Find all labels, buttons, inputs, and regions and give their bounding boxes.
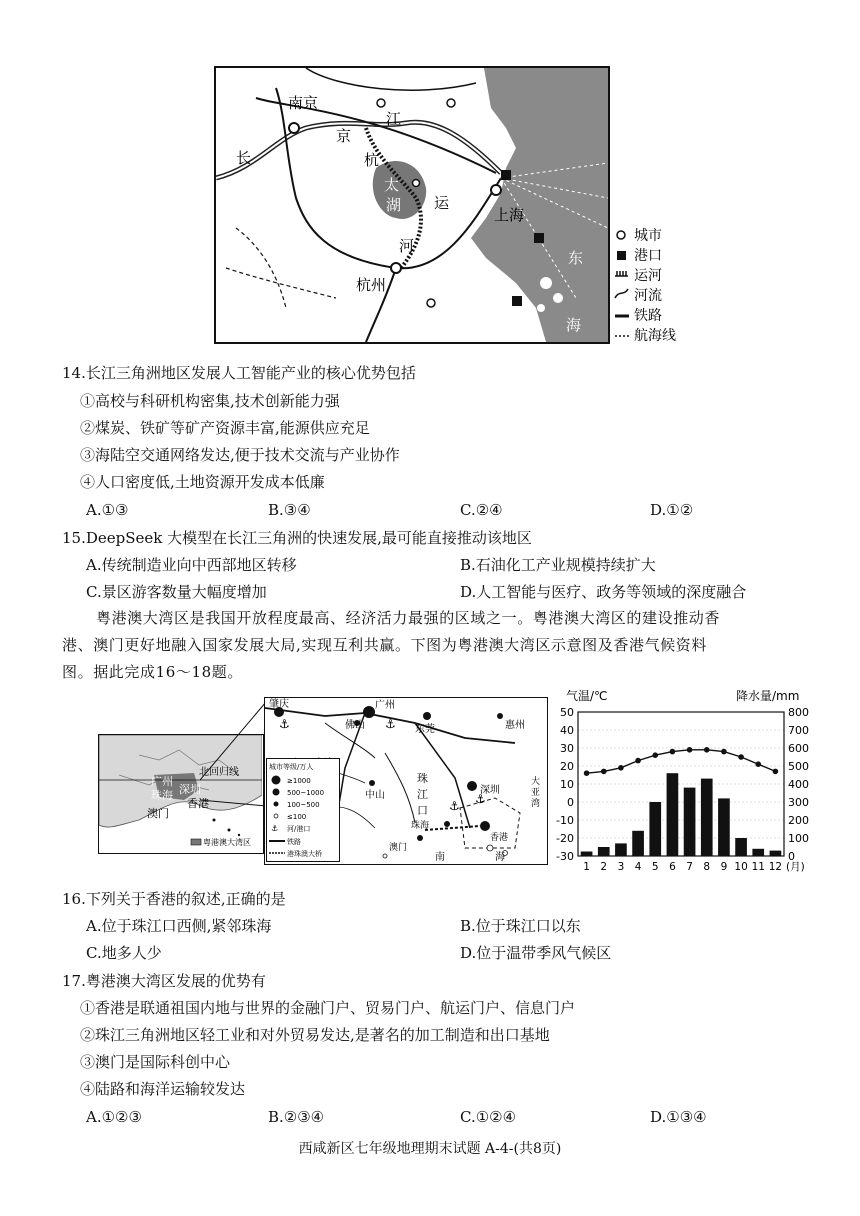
label-tai: 太 <box>384 176 400 194</box>
month-tick-label: 6 <box>669 861 676 873</box>
temperature-point <box>618 765 624 771</box>
temperature-line <box>587 750 776 773</box>
detail-hongkong: 香港 <box>490 833 509 843</box>
locator-legend: 粤港澳大湾区 <box>203 838 251 847</box>
temp-tick-label: 40 <box>560 724 574 737</box>
q16-option-d[interactable]: D.位于温带季风气候区 <box>460 944 612 962</box>
temp-tick-label: 0 <box>567 796 574 809</box>
yangtze-delta-map <box>214 66 610 344</box>
label-shanghai: 上海 <box>494 206 525 224</box>
precip-tick-label: 400 <box>788 778 809 791</box>
temp-tick-label: -20 <box>556 832 574 845</box>
month-tick-label: 3 <box>617 861 625 873</box>
detail-foshan: 佛山 <box>345 720 365 731</box>
label-hangzhou: 杭州 <box>356 276 387 294</box>
q14-option-d[interactable]: D.①② <box>650 501 694 519</box>
detail-zhu: 珠 <box>417 772 428 785</box>
precip-tick-label: 300 <box>788 796 809 809</box>
q16-stem: 16.下列关于香港的叙述,正确的是 <box>62 890 286 908</box>
detail-hai: 海 <box>495 852 505 863</box>
temperature-point <box>652 752 658 758</box>
q14-option-a[interactable]: A.①③ <box>86 501 129 519</box>
detail-daya-2: 亚 <box>531 788 541 798</box>
precip-bar <box>770 851 782 856</box>
detail-macao: 澳门 <box>389 843 408 853</box>
locator-hongkong: 香港 <box>187 797 209 810</box>
precip-tick-label: 700 <box>788 724 809 737</box>
month-tick-label: 2 <box>600 861 608 873</box>
month-tick-label: 11 <box>751 861 765 873</box>
temperature-point <box>704 747 710 753</box>
temp-tick-label: 10 <box>560 778 574 791</box>
port-icon: ⚓ <box>385 717 396 731</box>
label-hai: 海 <box>566 316 582 334</box>
climate-chart-svg <box>548 688 814 878</box>
precip-bar <box>735 838 747 856</box>
temperature-point <box>773 769 779 775</box>
detail-zhaoqing: 肇庆 <box>269 699 289 710</box>
zoom-connector <box>200 700 270 810</box>
precip-tick-label: 0 <box>788 850 795 863</box>
month-tick-label: 8 <box>703 861 711 873</box>
label-hu: 湖 <box>386 196 402 214</box>
detail-jiang: 江 <box>417 788 428 801</box>
label-he: 河 <box>399 237 415 255</box>
gba-detail-legend-svg <box>267 759 339 861</box>
q14-item-2: ②煤炭、铁矿等矿产资源丰富,能源供应充足 <box>80 419 370 437</box>
q17-option-b[interactable]: B.②③④ <box>268 1108 325 1126</box>
q15-option-a[interactable]: A.传统制造业向中西部地区转移 <box>86 556 297 574</box>
precip-bar <box>701 779 713 856</box>
locator-zhuhai: 珠海 <box>151 789 173 802</box>
map1-legend-river: 河流 <box>634 288 662 304</box>
temp-tick-label: -10 <box>556 814 574 827</box>
intro-line-3: 图。据此完成16～18题。 <box>62 663 243 681</box>
legend-le100: ≤100 <box>287 813 307 821</box>
q17-item-1: ①香港是联通祖国内地与世界的金融门户、贸易门户、航运门户、信息门户 <box>80 999 576 1017</box>
locator-shenzhen: 深圳 <box>179 783 201 796</box>
label-dong: 东 <box>568 249 584 267</box>
chart-ylabel-left: 气温/℃ <box>566 689 608 703</box>
yangtze-delta-map-svg <box>216 68 608 342</box>
q17-option-c[interactable]: C.①②④ <box>460 1108 517 1126</box>
precip-bar <box>752 849 764 856</box>
precip-bar <box>581 852 593 857</box>
hongkong-climate-chart <box>548 688 814 878</box>
precip-bar <box>684 788 696 856</box>
label-chang: 长 <box>236 149 252 167</box>
map1-legend-canal: 运河 <box>634 268 662 284</box>
legend-500-1000: 500~1000 <box>287 789 325 797</box>
legend-title: 城市等级/万人 <box>269 763 314 771</box>
temperature-point <box>738 754 744 760</box>
map1-legend <box>614 226 694 350</box>
map1-legend-svg <box>614 226 694 346</box>
locator-tropic: 北回归线 <box>199 767 239 778</box>
precip-tick-label: 200 <box>788 814 809 827</box>
temperature-point <box>601 769 607 775</box>
temperature-point <box>670 749 676 755</box>
precip-bar <box>718 798 730 856</box>
q15-stem: 15.DeepSeek 大模型在长江三角洲的快速发展,最可能直接推动该地区 <box>62 529 532 547</box>
q15-option-d[interactable]: D.人工智能与医疗、政务等领域的深度融合 <box>460 583 747 601</box>
precip-bar <box>598 847 610 856</box>
precip-bar <box>632 831 644 856</box>
legend-bridge: 港珠澳大桥 <box>287 850 322 858</box>
temperature-point <box>721 749 727 755</box>
q14-stem: 14.长江三角洲地区发展人工智能产业的核心优势包括 <box>62 364 416 382</box>
detail-kou: 口 <box>417 804 428 817</box>
detail-daya-1: 大 <box>531 777 541 787</box>
legend-port-icon: ⚓ <box>271 824 279 833</box>
intro-line-2: 港、澳门更好地融入国家发展大局,实现互利共赢。下图为粤港澳大湾区示意图及香港气候资料 <box>62 636 707 654</box>
map1-legend-railway: 铁路 <box>634 308 662 324</box>
locator-guangzhou: 广州 <box>151 775 173 788</box>
label-jiang: 江 <box>386 110 402 128</box>
legend-ge1000: ≥1000 <box>287 777 311 785</box>
precip-bar <box>615 843 627 856</box>
page-footer: 西咸新区七年级地理期末试题 A-4-(共8页) <box>298 1141 562 1157</box>
month-tick-label: 5 <box>651 861 659 873</box>
detail-huizhou: 惠州 <box>505 720 525 731</box>
month-tick-label: 4 <box>634 861 642 873</box>
q17-stem: 17.粤港澳大湾区发展的优势有 <box>62 972 266 990</box>
precip-bar <box>649 802 661 856</box>
q17-item-2: ②珠江三角洲地区轻工业和对外贸易发达,是著名的加工制造和出口基地 <box>80 1026 550 1044</box>
map1-legend-city: 城市 <box>634 228 662 244</box>
label-nanjing: 南京 <box>288 94 319 112</box>
q14-option-c[interactable]: C.②④ <box>460 501 503 519</box>
port-icon: ⚓ <box>475 792 486 806</box>
temp-tick-label: 50 <box>560 706 574 719</box>
chart-ylabel-right: 降水量/mm <box>736 689 800 703</box>
temperature-point <box>635 758 641 764</box>
detail-nan: 南 <box>435 852 445 863</box>
q15-option-b[interactable]: B.石油化工产业规模持续扩大 <box>460 556 656 574</box>
map1-legend-searoute: 航海线 <box>634 328 676 344</box>
temperature-point <box>755 761 761 767</box>
temperature-point <box>584 770 590 776</box>
q17-option-d[interactable]: D.①③④ <box>650 1108 707 1126</box>
month-tick-label: 10 <box>734 861 748 873</box>
month-tick-label: 1 <box>583 861 590 873</box>
q17-item-4: ④陆路和海洋运输较发达 <box>80 1080 246 1098</box>
gba-detail-legend <box>266 758 340 862</box>
q15-option-c[interactable]: C.景区游客数量大幅度增加 <box>86 583 267 601</box>
legend-100-500: 100~500 <box>287 801 320 809</box>
precip-tick-label: 100 <box>788 832 809 845</box>
label-hang: 杭 <box>364 151 380 169</box>
label-yun: 运 <box>434 194 450 212</box>
q14-item-4: ④人口密度低,土地资源开发成本低廉 <box>80 473 325 491</box>
q17-option-a[interactable]: A.①②③ <box>86 1108 142 1126</box>
precip-tick-label: 800 <box>788 706 809 719</box>
precip-bar <box>667 773 679 856</box>
temperature-point <box>687 747 693 753</box>
detail-zhuhai: 珠海 <box>411 821 430 831</box>
locator-macao: 澳门 <box>147 807 169 820</box>
month-tick-label: 12 <box>768 861 783 873</box>
month-tick-label: 7 <box>686 861 693 873</box>
label-jing: 京 <box>336 127 352 145</box>
map1-legend-port: 港口 <box>634 248 662 264</box>
q14-item-1: ①高校与科研机构密集,技术创新能力强 <box>80 392 340 410</box>
detail-dongguan: 东莞 <box>415 724 435 735</box>
detail-daya-3: 湾 <box>531 799 541 809</box>
precip-tick-label: 500 <box>788 760 809 773</box>
port-icon: ⚓ <box>449 799 460 813</box>
temp-tick-label: -30 <box>556 850 574 863</box>
detail-zhongshan: 中山 <box>365 790 385 801</box>
precip-tick-label: 600 <box>788 742 809 755</box>
detail-guangzhou: 广州 <box>375 700 395 711</box>
detail-shenzhen: 深圳 <box>480 785 500 796</box>
q17-item-3: ③澳门是国际科创中心 <box>80 1053 231 1071</box>
month-tick-label: 9 <box>720 861 728 873</box>
q16-option-a[interactable]: A.位于珠江口西侧,紧邻珠海 <box>86 917 272 935</box>
temp-tick-label: 20 <box>560 760 574 773</box>
intro-line-1: 粤港澳大湾区是我国开放程度最高、经济活力最强的区域之一。粤港澳大湾区的建设推动香 <box>96 609 721 627</box>
chart-xlabel: (月) <box>786 861 805 873</box>
legend-river-port: 河/港口 <box>287 825 311 833</box>
port-icon: ⚓ <box>279 717 290 731</box>
q14-option-b[interactable]: B.③④ <box>268 501 311 519</box>
legend-railway: 铁路 <box>287 838 301 846</box>
q16-option-c[interactable]: C.地多人少 <box>86 944 162 962</box>
q16-option-b[interactable]: B.位于珠江口以东 <box>460 917 581 935</box>
q14-item-3: ③海陆空交通网络发达,便于技术交流与产业协作 <box>80 446 400 464</box>
temp-tick-label: 30 <box>560 742 574 755</box>
